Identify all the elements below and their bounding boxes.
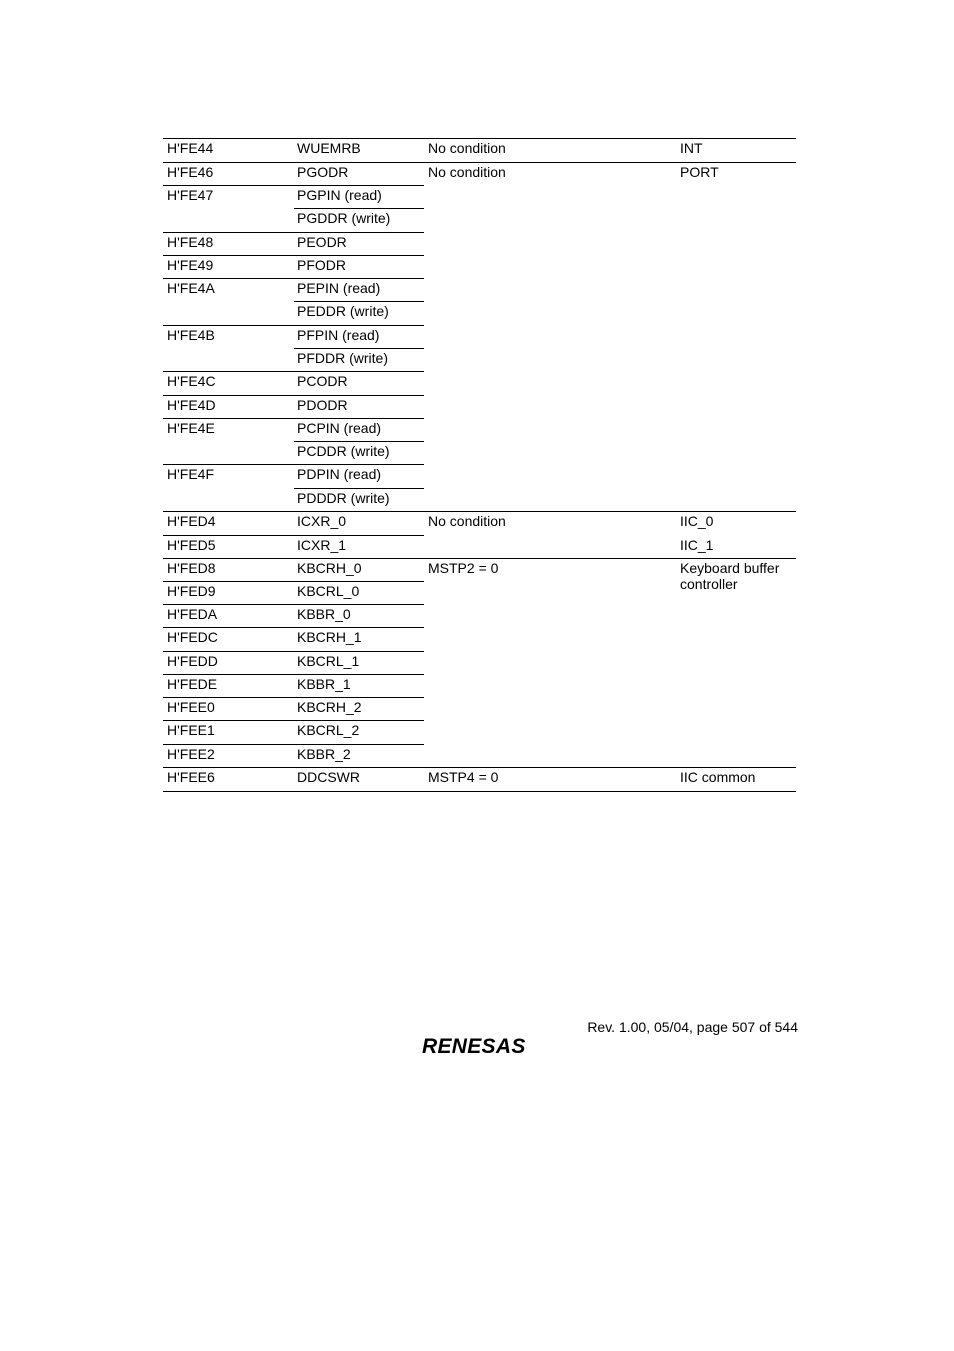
renesas-logo — [421, 1033, 543, 1057]
cell-address: H'FE4C — [167, 373, 216, 389]
logo-wordmark: RENESAS — [422, 1035, 526, 1057]
cell-register: KBBR_1 — [297, 676, 351, 692]
cell-module: IIC common — [680, 769, 756, 785]
cell-register: KBCRL_1 — [297, 653, 360, 669]
table-rule — [163, 395, 424, 396]
table-rule — [163, 464, 424, 465]
cell-register: KBCRL_2 — [297, 722, 360, 738]
page-footer-info: Rev. 1.00, 05/04, page 507 of 544 — [587, 1019, 798, 1035]
cell-register: KBCRH_2 — [297, 699, 362, 715]
cell-register: KBBR_0 — [297, 606, 351, 622]
cell-module: INT — [680, 140, 703, 156]
cell-register: ICXR_1 — [297, 537, 347, 553]
table-rule — [163, 255, 424, 256]
table-rule — [294, 441, 424, 442]
table-rule — [163, 535, 424, 536]
cell-address: H'FEDD — [167, 653, 218, 669]
cell-register: KBCRL_0 — [297, 583, 360, 599]
table-rule — [294, 348, 424, 349]
cell-address: H'FE4A — [167, 280, 215, 296]
cell-register: PDDDR (write) — [297, 490, 390, 506]
cell-condition: MSTP4 = 0 — [428, 769, 499, 785]
table-rule — [163, 371, 424, 372]
table-rule — [294, 301, 424, 302]
table-rule — [163, 604, 424, 605]
cell-register: PGDDR (write) — [297, 210, 391, 226]
cell-address: H'FEDE — [167, 676, 218, 692]
table-rule — [163, 418, 424, 419]
table-rule — [163, 232, 424, 233]
cell-address: H'FEE6 — [167, 769, 215, 785]
cell-address: H'FE4F — [167, 466, 215, 482]
cell-address: H'FE46 — [167, 164, 214, 180]
cell-address: H'FE4E — [167, 420, 215, 436]
cell-address: H'FEDC — [167, 629, 218, 645]
cell-address: H'FE44 — [167, 140, 214, 156]
table-rule — [294, 488, 424, 489]
cell-register: PFPIN (read) — [297, 327, 380, 343]
table-rule — [163, 278, 424, 279]
table-rule — [163, 791, 796, 792]
cell-register: PFODR — [297, 257, 346, 273]
cell-register: KBCRH_0 — [297, 560, 362, 576]
cell-register: PDPIN (read) — [297, 466, 382, 482]
cell-condition: No condition — [428, 164, 506, 180]
cell-address: H'FE47 — [167, 187, 214, 203]
cell-address: H'FE49 — [167, 257, 214, 273]
cell-register: PCODR — [297, 373, 348, 389]
table-rule — [163, 325, 424, 326]
cell-register: KBCRH_1 — [297, 629, 362, 645]
table-rule — [294, 208, 424, 209]
cell-condition: No condition — [428, 513, 506, 529]
cell-register: ICXR_0 — [297, 513, 347, 529]
table-rule — [163, 720, 424, 721]
cell-register: PEODR — [297, 234, 347, 250]
cell-register: PCPIN (read) — [297, 420, 382, 436]
cell-module: PORT — [680, 164, 719, 180]
cell-address: H'FEDA — [167, 606, 218, 622]
cell-condition: No condition — [428, 140, 506, 156]
table-rule — [163, 138, 796, 139]
table-rule — [163, 674, 424, 675]
table-rule — [163, 767, 796, 768]
cell-address: H'FE48 — [167, 234, 214, 250]
cell-module: IIC_1 — [680, 537, 714, 553]
table-rule — [163, 558, 796, 559]
cell-register: PGPIN (read) — [297, 187, 382, 203]
cell-address: H'FE4B — [167, 327, 215, 343]
cell-module: Keyboard buffer controller — [680, 560, 780, 592]
register-table — [163, 138, 796, 791]
cell-address: H'FED4 — [167, 513, 216, 529]
table-rule — [163, 651, 424, 652]
cell-module: IIC_0 — [680, 513, 714, 529]
cell-register: PEDDR (write) — [297, 303, 389, 319]
cell-address: H'FEE1 — [167, 722, 215, 738]
table-rule — [163, 744, 424, 745]
cell-register: PGODR — [297, 164, 349, 180]
cell-address: H'FEE2 — [167, 746, 215, 762]
table-rule — [163, 185, 424, 186]
cell-register: KBBR_2 — [297, 746, 351, 762]
cell-address: H'FED9 — [167, 583, 216, 599]
table-rule — [163, 627, 424, 628]
cell-register: PDODR — [297, 397, 348, 413]
table-rule — [163, 511, 796, 512]
cell-register: PFDDR (write) — [297, 350, 388, 366]
cell-condition: MSTP2 = 0 — [428, 560, 499, 576]
table-rule — [163, 697, 424, 698]
cell-register: WUEMRB — [297, 140, 361, 156]
cell-address: H'FE4D — [167, 397, 216, 413]
cell-register: PCDDR (write) — [297, 443, 390, 459]
table-rule — [163, 162, 796, 163]
cell-address: H'FED5 — [167, 537, 216, 553]
cell-register: DDCSWR — [297, 769, 360, 785]
cell-address: H'FED8 — [167, 560, 216, 576]
cell-address: H'FEE0 — [167, 699, 215, 715]
cell-register: PEPIN (read) — [297, 280, 381, 296]
table-rule — [163, 581, 424, 582]
